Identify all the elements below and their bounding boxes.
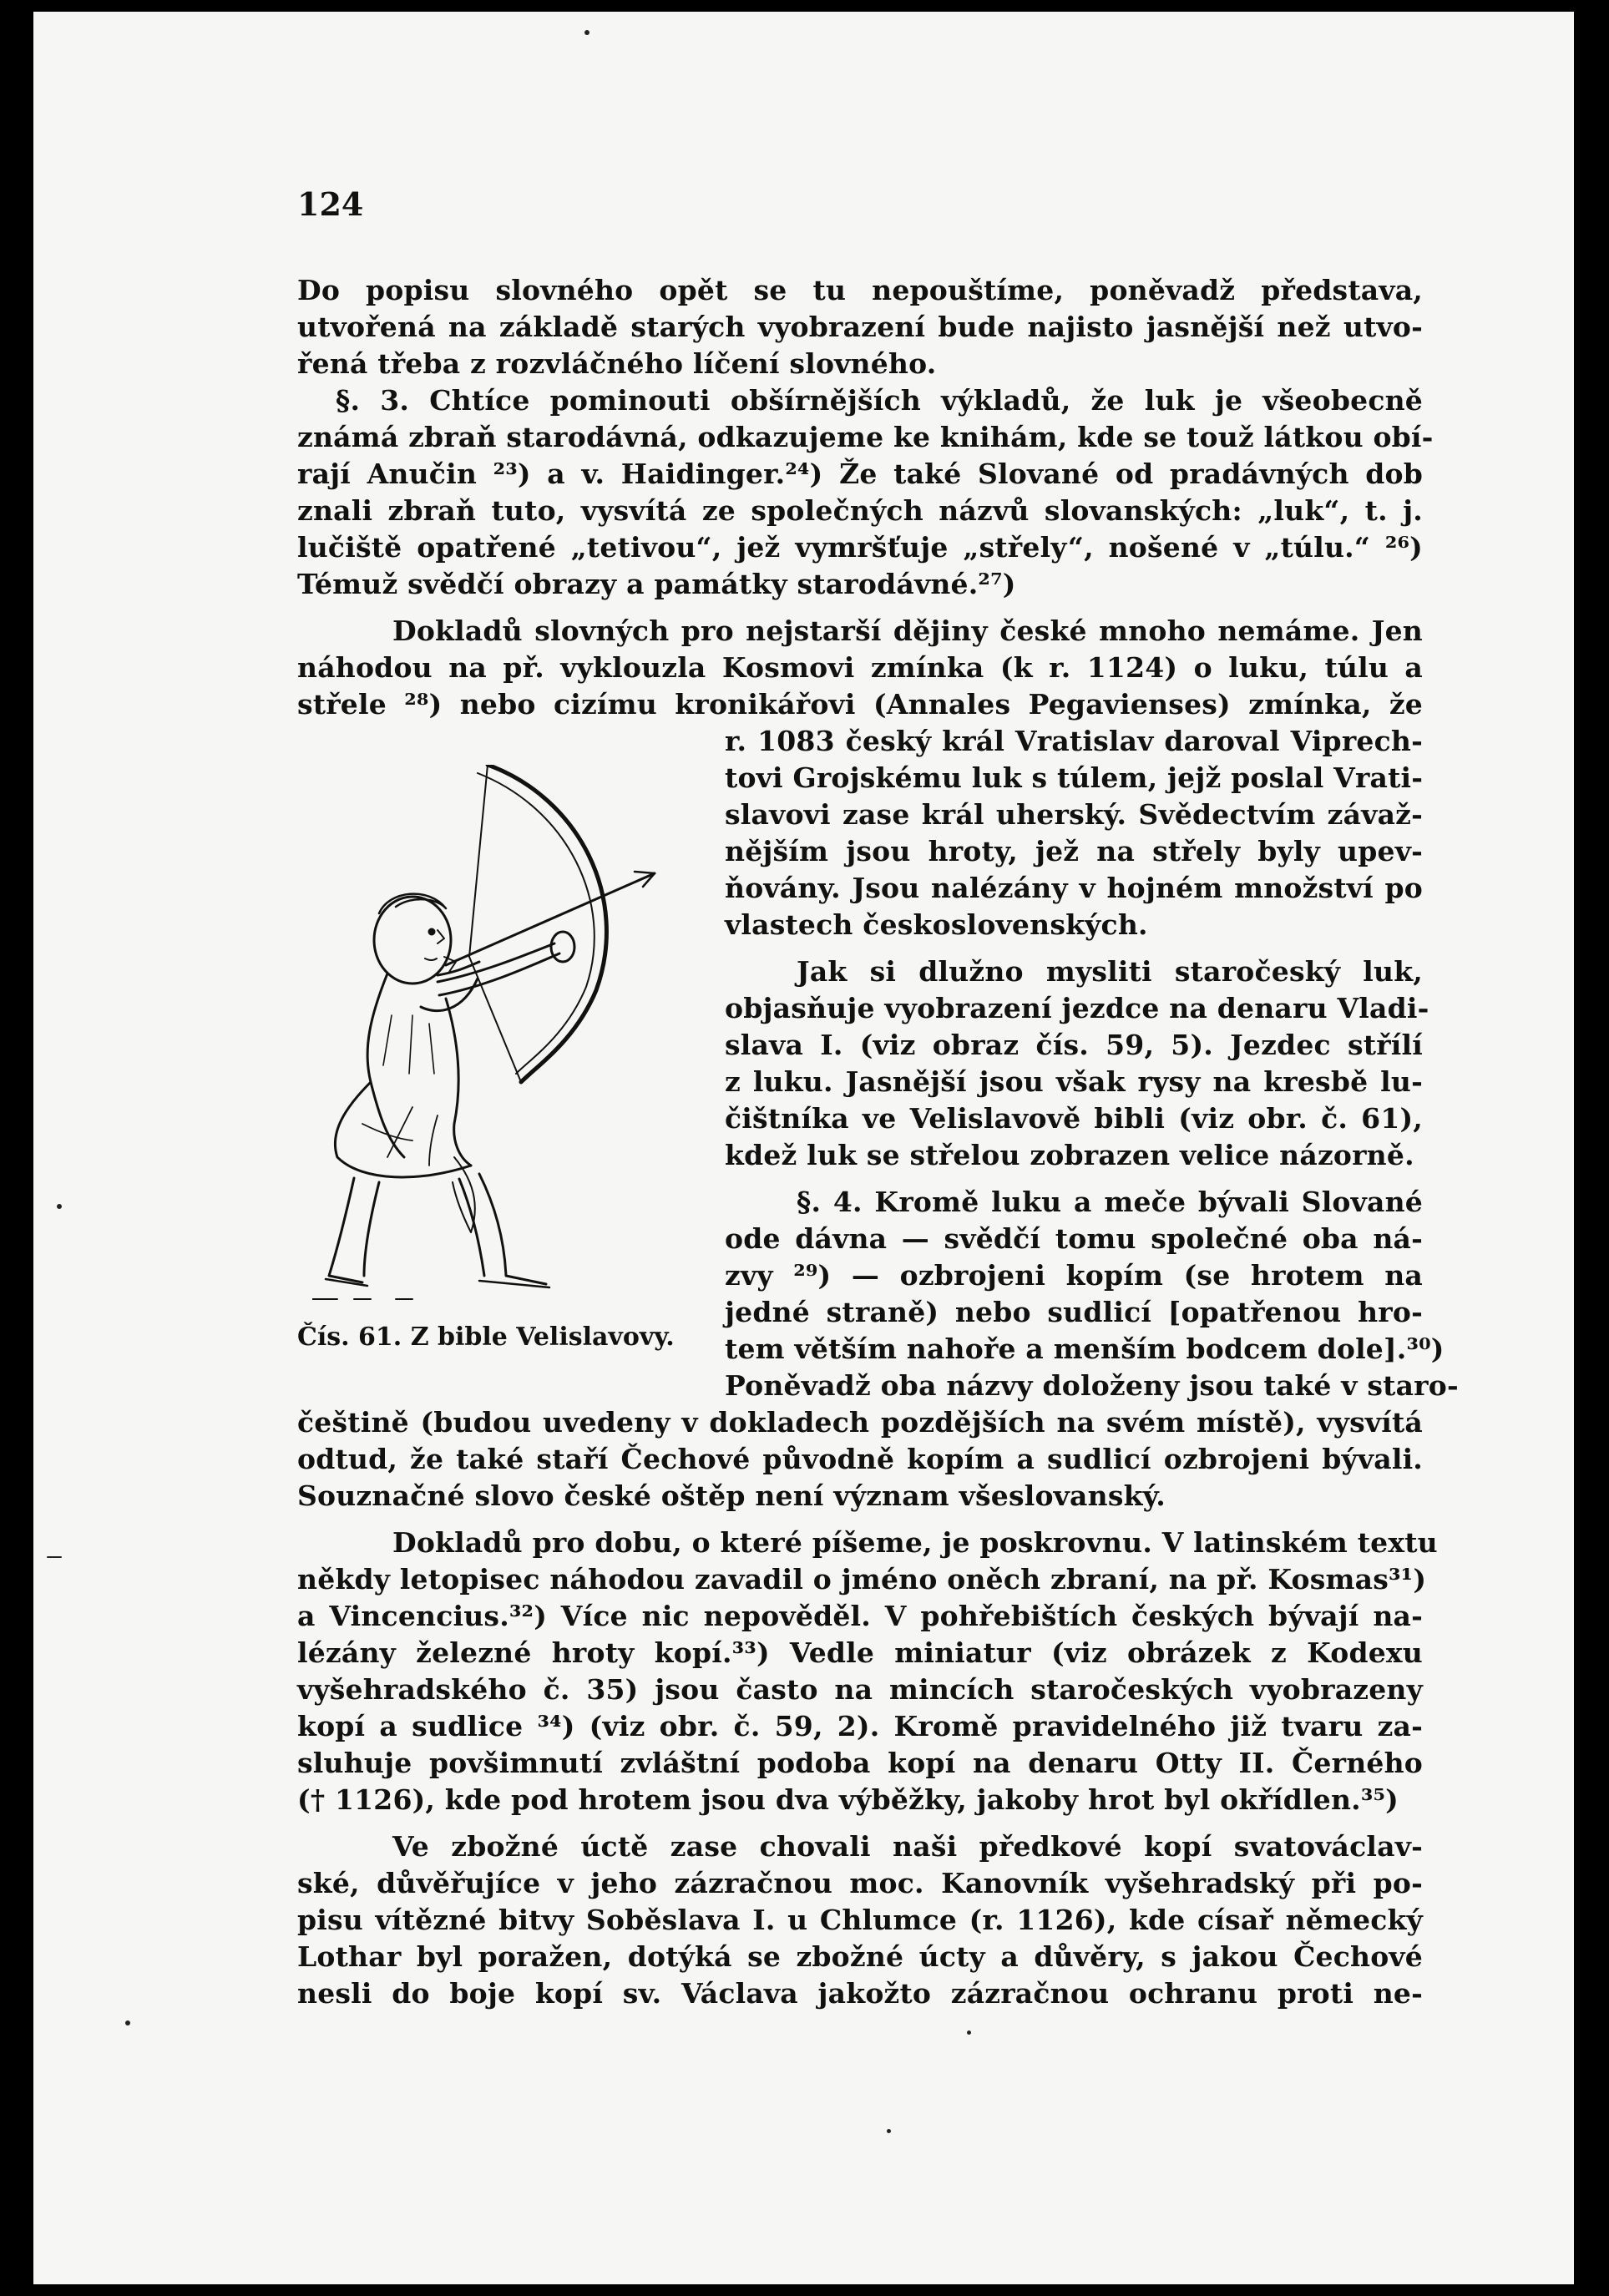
text-line: ode dávna — svědčí tomu společné oba ná- xyxy=(725,1222,1423,1255)
text-line: lučiště opatřené „tetivou“, jež vymršťuje „střely“, nošené v „túlu.“ ²⁶) xyxy=(297,531,1423,564)
scan-border-bottom xyxy=(0,2284,1609,2296)
text-line: Dokladů slovných pro nejstarší dějiny české mnoho nemáme. Jen xyxy=(392,614,1423,647)
scan-speck xyxy=(57,1204,62,1209)
text-line: kopí a sudlice ³⁴) (viz obr. č. 59, 2). Kromě pravidelného již tvaru za- xyxy=(297,1710,1423,1742)
figure-caption: Čís. 61. Z bible Velislavovy. xyxy=(297,1322,675,1352)
scan-speck xyxy=(887,2129,891,2133)
text-line: a Vincencius.³²) Více nic nepověděl. V pohřebištích českých bývají na- xyxy=(297,1600,1423,1632)
text-line: Do popisu slovného opět se tu nepouštíme, poněvadž představa, xyxy=(297,274,1423,306)
text-line: nesli do boje kopí sv. Václava jakožto zázračnou ochranu proti ne- xyxy=(297,1977,1423,2010)
scan-border-right xyxy=(1574,0,1609,2296)
scan-border-left xyxy=(0,0,33,2296)
text-line: kdež luk se střelou zobrazen velice názorně. xyxy=(725,1139,1414,1171)
text-line: tovi Grojskému luk s túlem, jejž poslal Vrati- xyxy=(725,761,1424,794)
text-line: Ve zbožné úctě zase chovali naši předkové kopí svatováclav- xyxy=(392,1830,1423,1863)
text-line: rají Anučin ²³) a v. Haidinger.²⁴) Že také Slované od pradávných dob xyxy=(297,458,1423,490)
archer-illustration xyxy=(312,765,696,1316)
text-line: tem větším nahoře a menším bodcem dole].³⁰) xyxy=(725,1333,1445,1365)
text-line: češtině (budou uvedeny v dokladech pozdějších na svém místě), vysvítá xyxy=(297,1406,1423,1439)
scan-speck xyxy=(584,30,589,35)
text-line: utvořená na základě starých vyobrazení bude najisto jasnější než utvo- xyxy=(297,311,1423,343)
page-number: 124 xyxy=(297,185,364,223)
text-line: Lothar byl poražen, dotýká se zbožné úcty a důvěry, s jakou Čechové xyxy=(297,1940,1423,1973)
text-line: střele ²⁸) nebo cizímu kronikářovi (Annales Pegavienses) zmínka, že xyxy=(297,688,1423,721)
text-line: čištníka ve Velislavově bibli (viz obr. č. 61), xyxy=(725,1102,1423,1135)
text-line: jedné straně) nebo sudlicí [opatřenou hro- xyxy=(725,1296,1423,1328)
text-line: nějším jsou hroty, jež na střely byly upev- xyxy=(725,835,1423,867)
text-line: slava I. (viz obraz čís. 59, 5). Jezdec střílí xyxy=(725,1029,1423,1061)
text-line: znali zbraň tuto, vysvítá ze společných názvů slovanských: „luk“, t. j. xyxy=(297,494,1423,527)
text-line: Souznačné slovo české oštěp není význam všeslovanský. xyxy=(297,1479,1166,1512)
text-line: Jak si dlužno mysliti staročeský luk, xyxy=(797,955,1423,988)
text-line: lézány železné hroty kopí.³³) Vedle miniatur (viz obrázek z Kodexu xyxy=(297,1636,1423,1669)
scan-speck xyxy=(967,2030,971,2035)
text-line: ňovány. Jsou nalézány v hojném množství po xyxy=(725,872,1423,904)
text-line: odtud, že také staří Čechové původně kopím a sudlicí ozbrojeni bývali. xyxy=(297,1443,1423,1475)
text-line: §. 4. Kromě luku a meče bývali Slované xyxy=(797,1186,1423,1218)
scan-border-top xyxy=(0,0,1609,12)
text-line: sluhuje povšimnutí zvláštní podoba kopí na denaru Otty II. Černého xyxy=(297,1747,1423,1779)
text-line: §. 3. Chtíce pominouti obšírnějších výkladů, že luk je všeobecně xyxy=(336,384,1423,417)
text-line: objasňuje vyobrazení jezdce na denaru Vladi- xyxy=(725,992,1429,1024)
text-line: z luku. Jasnější jsou však rysy na kresbě lu- xyxy=(725,1065,1423,1098)
text-line: Témuž svědčí obrazy a památky starodávné.²⁷) xyxy=(297,568,1016,600)
scan-speck xyxy=(125,2020,130,2025)
scan-speck xyxy=(47,1556,62,1558)
text-line: vlastech československých. xyxy=(725,908,1148,941)
text-line: někdy letopisec náhodou zavadil o jméno oněch zbraní, na př. Kosmas³¹) xyxy=(297,1563,1427,1596)
text-line: vyšehradského č. 35) jsou často na mincích staročeských vyobrazeny xyxy=(297,1673,1423,1706)
text-line: pisu vítězné bitvy Soběslava I. u Chlumce (r. 1126), kde císař německý xyxy=(297,1904,1423,1936)
text-line: († 1126), kde pod hrotem jsou dva výběžky, jakoby hrot byl okřídlen.³⁵) xyxy=(297,1783,1399,1816)
text-line: ské, důvěřujíce v jeho zázračnou moc. Kanovník vyšehradský při po- xyxy=(297,1867,1423,1899)
text-line: náhodou na př. vyklouzla Kosmovi zmínka (k r. 1124) o luku, túlu a xyxy=(297,651,1423,684)
text-line: Poněvadž oba názvy doloženy jsou také v staro- xyxy=(725,1369,1459,1402)
text-line: Dokladů pro dobu, o které píšeme, je poskrovnu. V latinském textu xyxy=(392,1526,1438,1559)
text-line: zvy ²⁹) — ozbrojeni kopím (se hrotem na xyxy=(725,1259,1423,1292)
text-line: známá zbraň starodávná, odkazujeme ke knihám, kde se touž látkou obí- xyxy=(297,421,1434,453)
text-line: slavovi zase král uherský. Svědectvím závaž- xyxy=(725,798,1423,831)
text-line: řená třeba z rozvláčného líčení slovného. xyxy=(297,347,937,380)
text-line: r. 1083 český král Vratislav daroval Viprech- xyxy=(725,725,1423,757)
